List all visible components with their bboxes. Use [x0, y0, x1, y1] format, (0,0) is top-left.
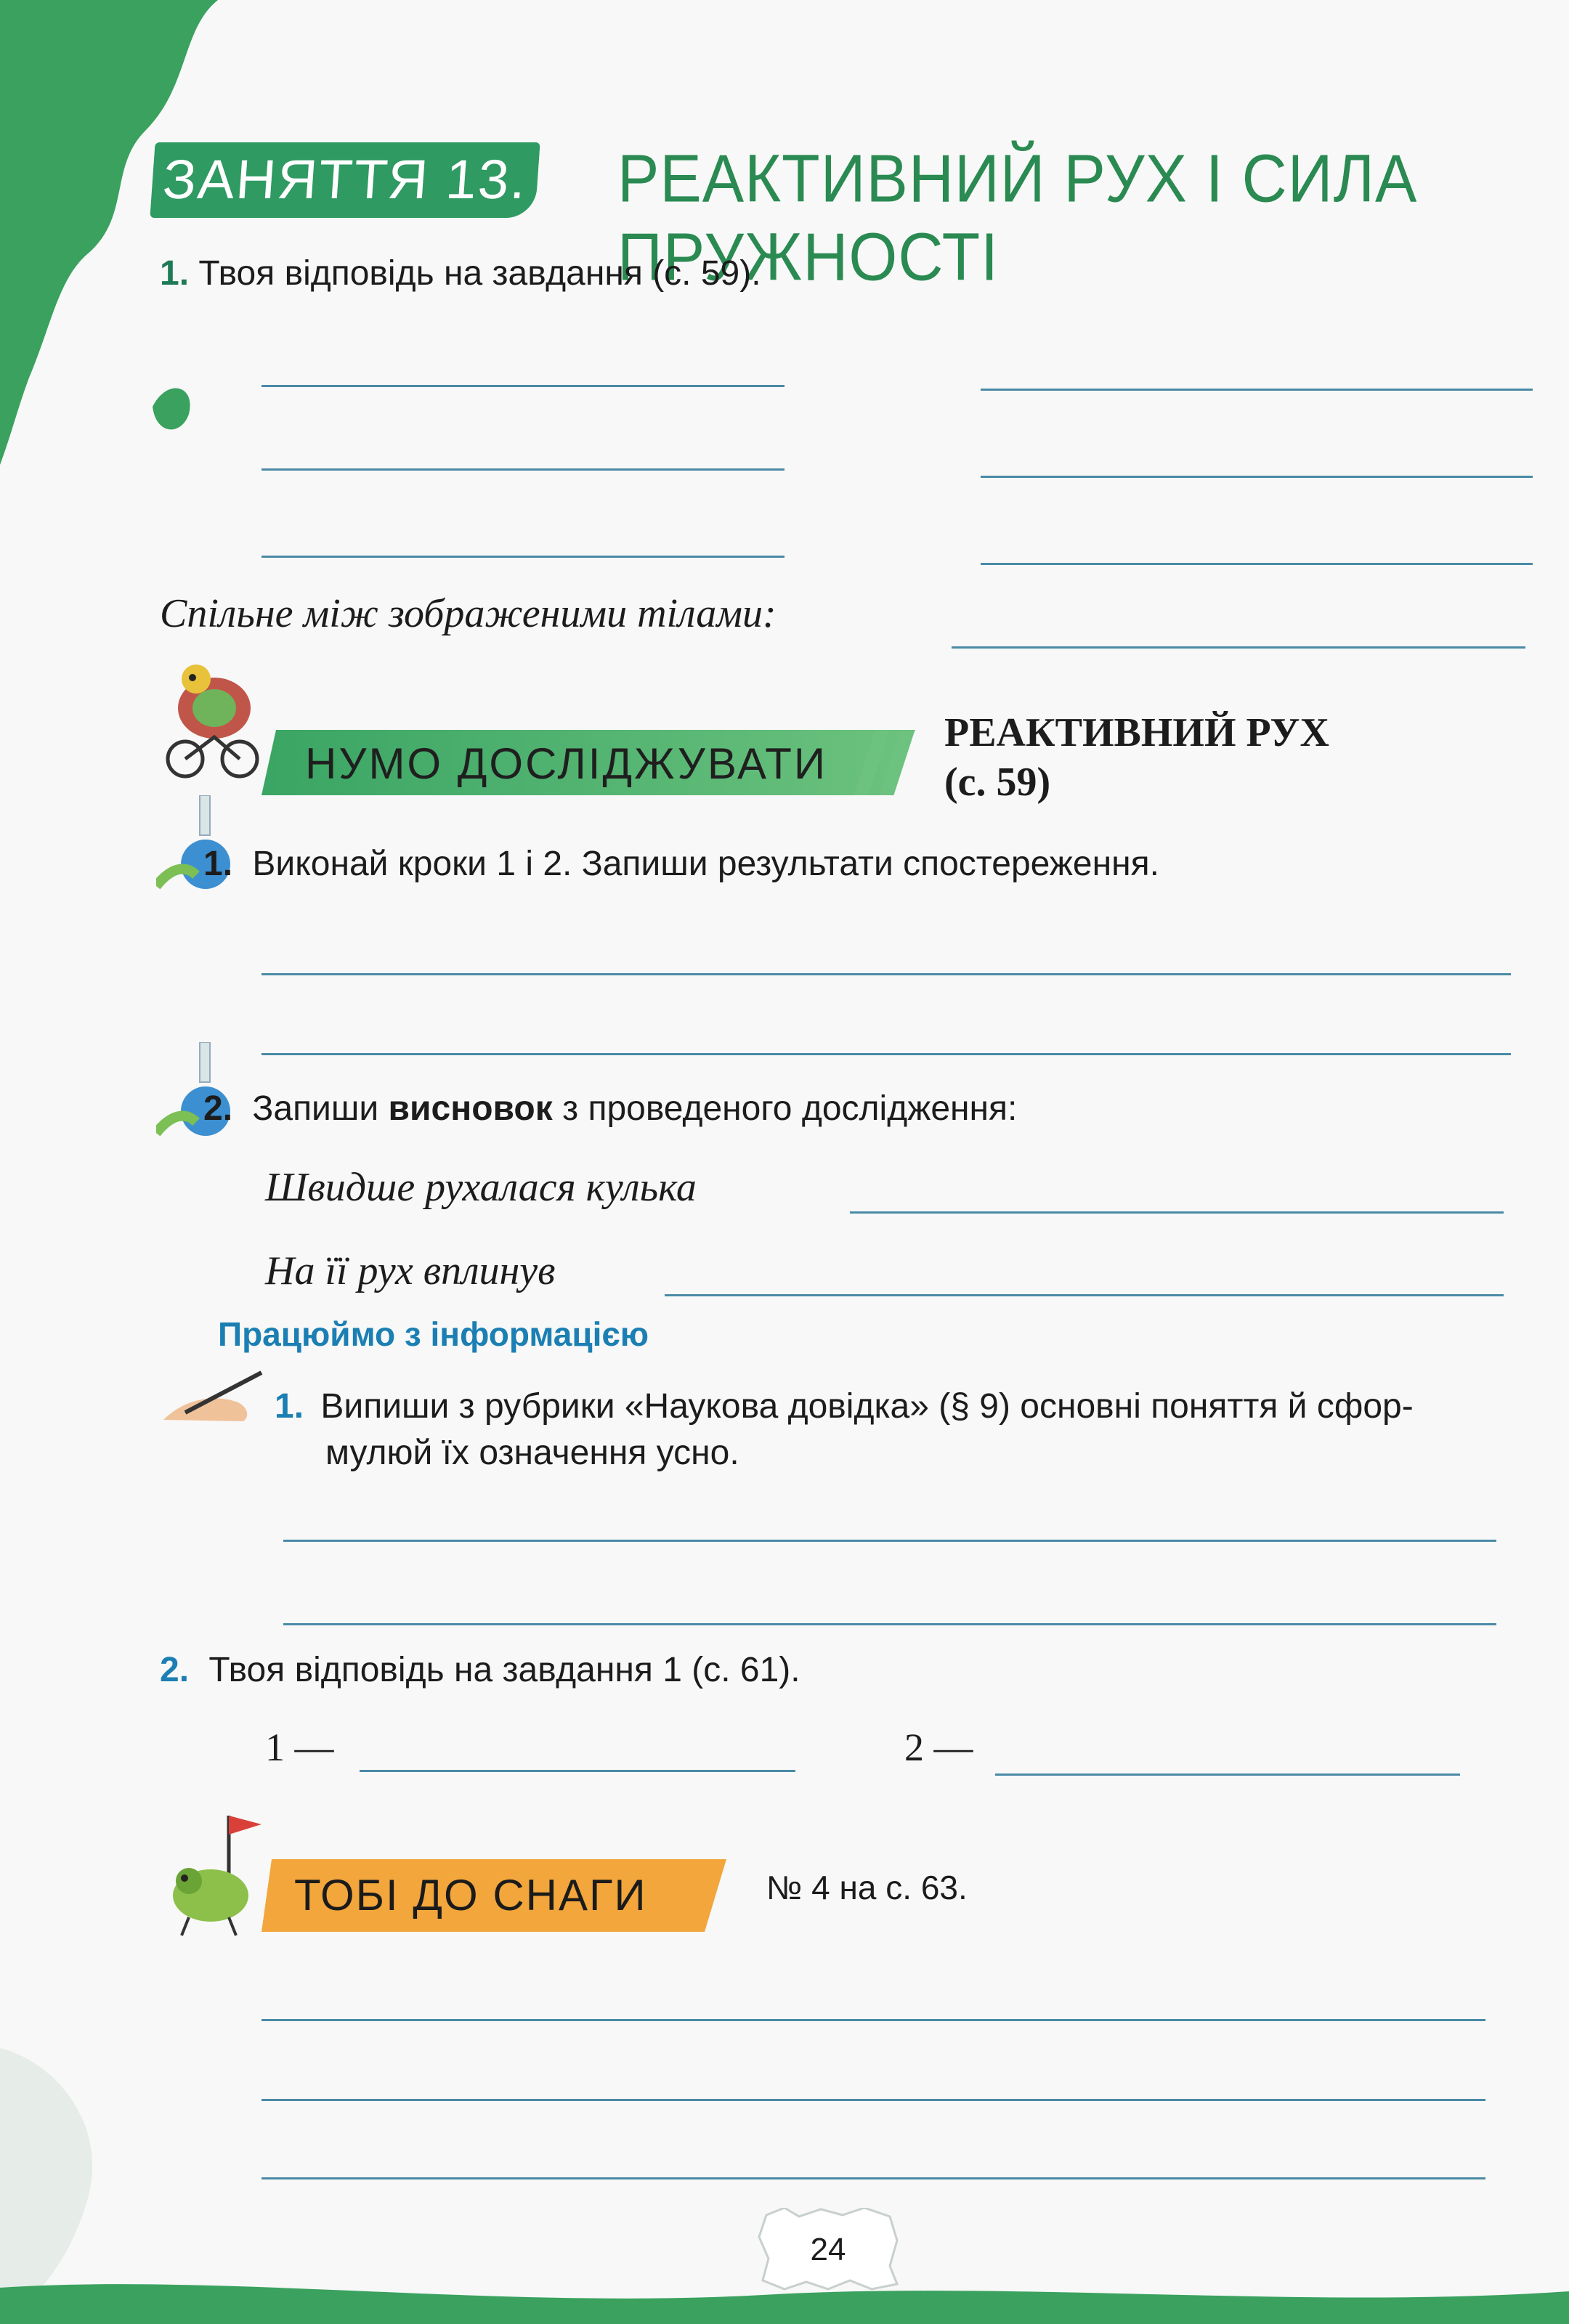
answer-line[interactable]: [981, 476, 1533, 478]
step-number: 2.: [203, 1089, 233, 1128]
answer-line[interactable]: [262, 2177, 1485, 2179]
answer-line[interactable]: [981, 389, 1533, 391]
bug-on-bicycle-icon: [156, 657, 265, 781]
lesson-title: РЕАКТИВНИЙ РУХ І СИЛА ПРУЖНОСТІ: [617, 141, 1418, 295]
answer-line[interactable]: [283, 1540, 1496, 1542]
research-topic: [944, 708, 1329, 807]
task-text-continued: мулюй їх означення усно.: [325, 1434, 739, 1472]
task-text: Твоя відповідь на завдання 1 (с. 61).: [208, 1651, 800, 1689]
answer-line[interactable]: [262, 556, 784, 558]
step-text-before: Запиши: [252, 1089, 389, 1128]
task-number: 2.: [160, 1651, 190, 1689]
prompt-faster-ball: Швидше рухалася кулька: [265, 1165, 697, 1210]
research-step-1: [203, 841, 1159, 887]
answer-2-label: 2 —: [904, 1726, 973, 1769]
answer-line[interactable]: [360, 1770, 795, 1772]
answer-1-label: 1 —: [265, 1726, 334, 1769]
task-1: [160, 251, 761, 297]
answer-line[interactable]: [262, 468, 784, 471]
info-task-1: [275, 1384, 1509, 1476]
prompt-influence: На її рух вплинув: [265, 1248, 556, 1293]
info-task-2: [160, 1647, 800, 1694]
research-banner-label: НУМО ДОСЛІДЖУВАТИ: [305, 739, 828, 788]
info-section-heading: Працюймо з інформацією: [218, 1315, 649, 1353]
answer-line[interactable]: [952, 646, 1525, 649]
research-topic-title: РЕАКТИВНИЙ РУХ: [944, 710, 1329, 755]
bug-with-flag-icon: [160, 1808, 269, 1939]
step-text-after: з проведеного дослідження:: [552, 1089, 1018, 1128]
answer-line[interactable]: [262, 973, 1511, 975]
research-page-ref: (с. 59): [944, 760, 1051, 805]
lesson-number-badge: ЗАНЯТТЯ 13.: [150, 142, 540, 218]
answer-line[interactable]: [995, 1774, 1460, 1776]
step-text: Виконай кроки 1 і 2. Запиши результати спостереження.: [252, 845, 1159, 883]
goal-banner-label: ТОБІ ДО СНАГИ: [294, 1871, 647, 1919]
page-number: 24: [810, 2232, 846, 2267]
answer-line[interactable]: [262, 1053, 1511, 1055]
step-text-bold: висновок: [388, 1089, 553, 1128]
answer-line[interactable]: [262, 385, 784, 387]
task-number: 1.: [275, 1387, 304, 1426]
common-prompt: Спільне між зображеними тілами:: [160, 591, 777, 636]
answer-line[interactable]: [283, 1623, 1496, 1625]
answer-line[interactable]: [262, 2019, 1485, 2021]
step-number: 1.: [203, 845, 233, 883]
answer-line[interactable]: [262, 2099, 1485, 2101]
research-step-2: [203, 1086, 1017, 1132]
goal-task-ref: № 4 на с. 63.: [766, 1869, 968, 1906]
answer-line[interactable]: [981, 563, 1533, 565]
task-number: 1.: [160, 254, 190, 293]
decorative-splash: [0, 0, 240, 465]
answer-line[interactable]: [850, 1211, 1504, 1214]
task-text: Твоя відповідь на завдання (с. 59).: [198, 254, 761, 293]
answer-line[interactable]: [665, 1294, 1504, 1296]
writing-hand-icon: [156, 1369, 265, 1427]
task-text: Випиши з рубрики «Наукова довідка» (§ 9) основні поняття й сфор-: [320, 1387, 1414, 1426]
